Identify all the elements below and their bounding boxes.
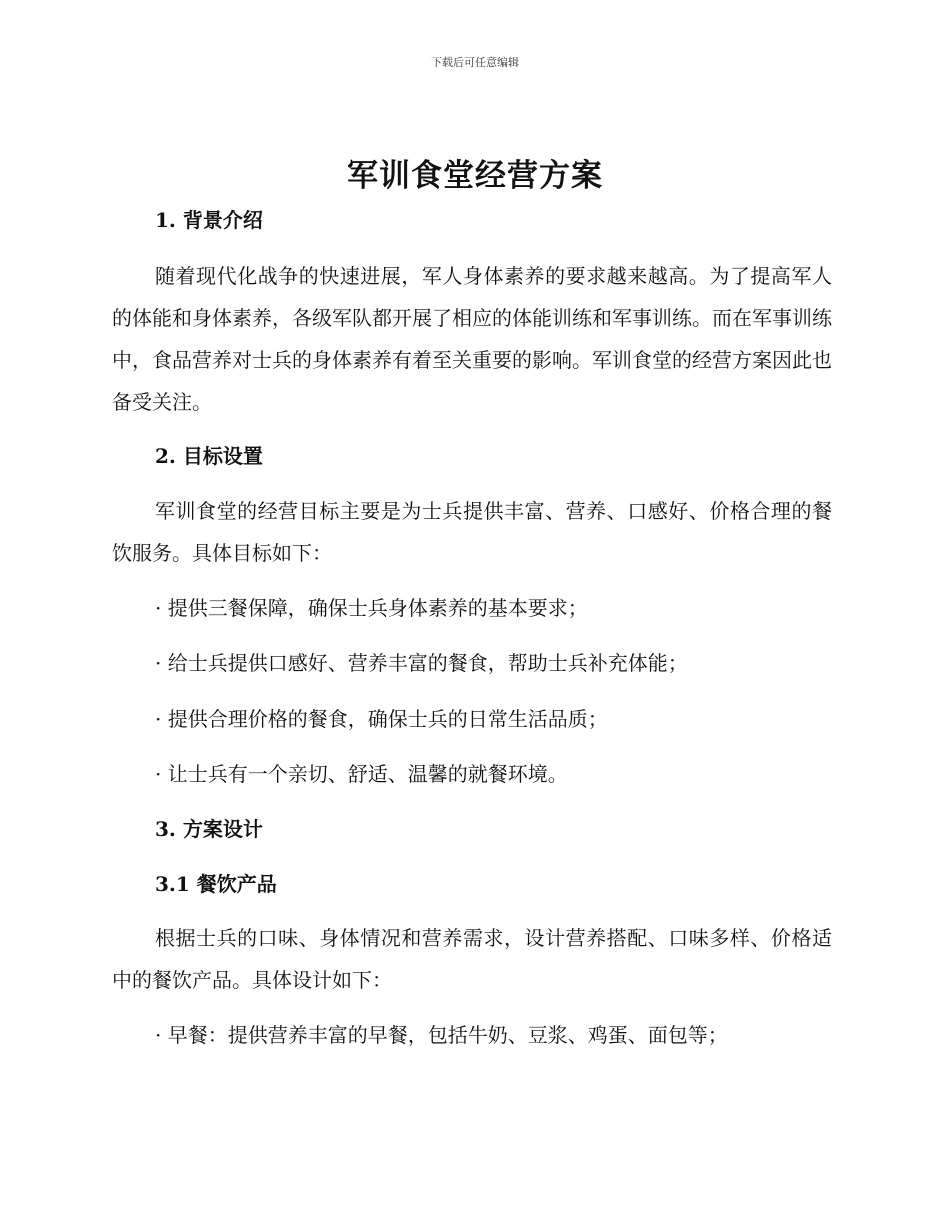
goals-bullet-item: · 让士兵有一个亲切、舒适、温馨的就餐环境。 — [155, 762, 568, 786]
page-header-note: 下载后可任意编辑 — [431, 56, 519, 69]
catering-products-paragraph: 根据士兵的口味、身体情况和营养需求，设计营养搭配、口味多样、价格适中的餐饮产品。具体设计如下： — [112, 926, 832, 992]
goals-bullet-item: · 提供三餐保障，确保士兵身体素养的基本要求； — [155, 596, 588, 620]
goals-bullet-item: · 提供合理价格的餐食，确保士兵的日常生活品质； — [155, 707, 608, 731]
goals-paragraph: 军训食堂的经营目标主要是为士兵提供丰富、营养、口感好、价格合理的餐饮服务。具体目标如下： — [112, 499, 832, 565]
section-heading-goals: 2. 目标设置 — [155, 444, 263, 468]
subsection-heading-catering-products: 3.1 餐饮产品 — [155, 872, 277, 896]
background-paragraph: 随着现代化战争的快速进展，军人身体素养的要求越来越高。为了提高军人的体能和身体素养，各级军队都开展了相应的体能训练和军事训练。而在军事训练中，食品营养对士兵的身体素养有着至关重要的影响。军训食堂的经营方案因此也备受关注。 — [112, 264, 832, 414]
document-title: 军训食堂经营方案 — [347, 158, 603, 194]
goals-bullet-item: · 给士兵提供口感好、营养丰富的餐食，帮助士兵补充体能； — [155, 651, 688, 675]
catering-bullet-item: · 早餐：提供营养丰富的早餐，包括牛奶、豆浆、鸡蛋、面包等； — [155, 1023, 728, 1047]
section-heading-design: 3. 方案设计 — [155, 817, 263, 841]
section-heading-background: 1. 背景介绍 — [155, 208, 263, 232]
